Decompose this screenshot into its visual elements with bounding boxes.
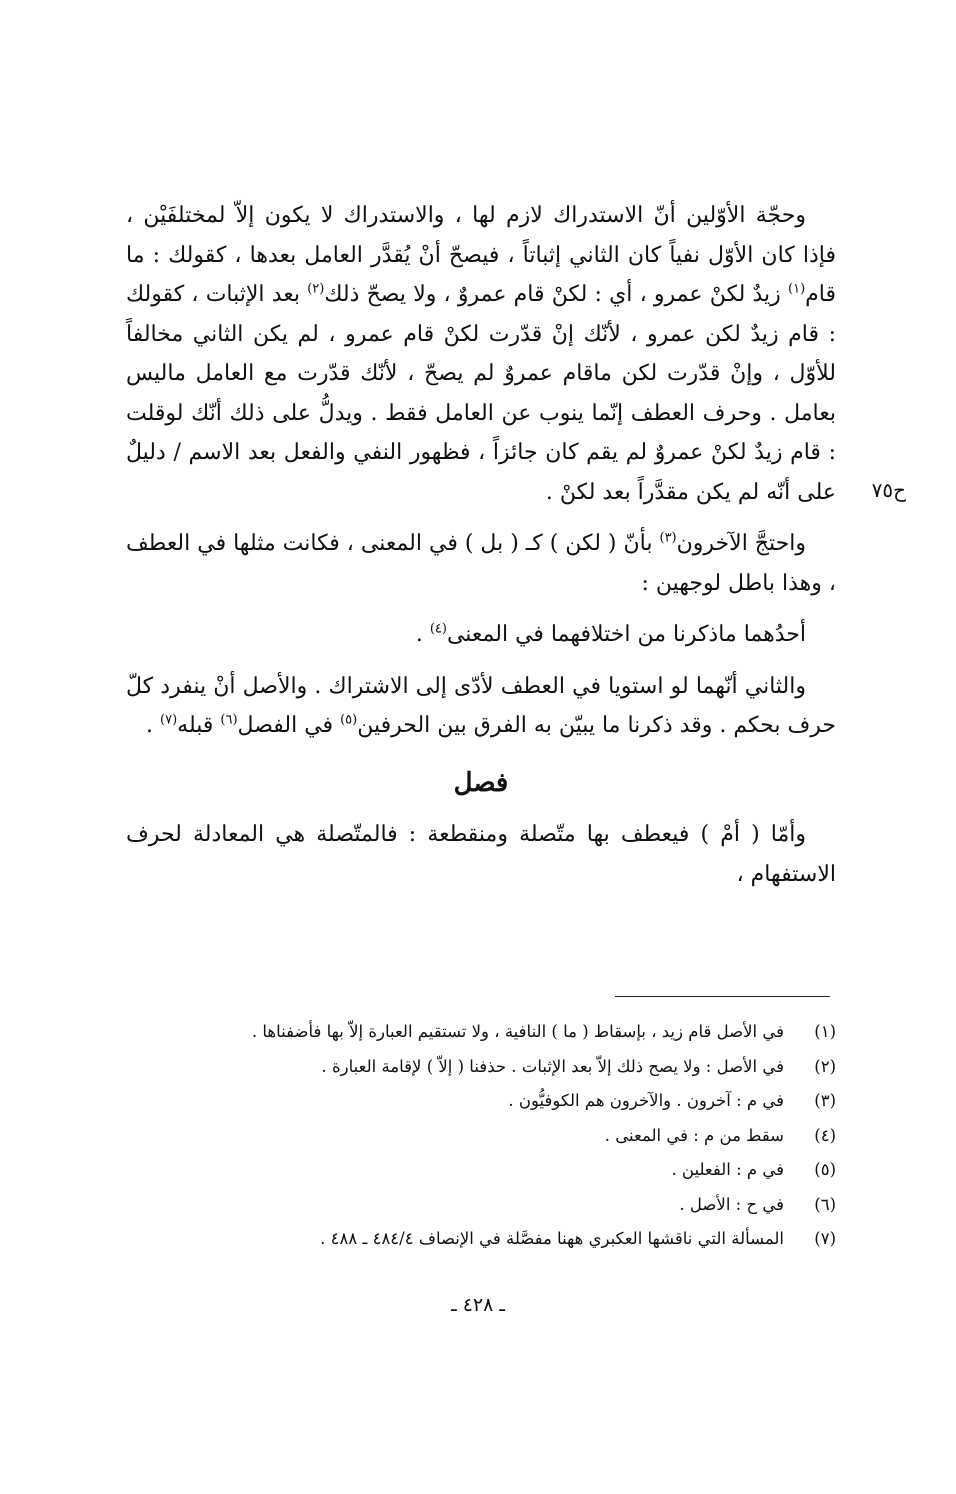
- footnote-ref[interactable]: (٦): [220, 712, 238, 728]
- section-heading: فصل: [453, 767, 509, 798]
- footnote-ref[interactable]: (٤): [429, 621, 447, 637]
- footnote-ref[interactable]: (١): [788, 281, 806, 297]
- main-text: [126, 196, 836, 894]
- footnote-item: (٢) في الأصل : ولا يصح ذلك إلاّ بعد الإثبات . حذفنا ( إلاّ ) لإقامة العبارة .: [321, 1056, 836, 1076]
- page-number: ـ ٤٢٨ ـ: [451, 1294, 505, 1316]
- footnote-separator: [615, 996, 830, 997]
- footnote-ref[interactable]: (٧): [160, 712, 178, 728]
- footnote-ref[interactable]: (٥): [340, 712, 358, 728]
- footnote-item: (٣) في م : آخرون . والآخرون هم الكوفيُّون .: [508, 1091, 836, 1110]
- footnote-item: (٧) المسألة التي ناقشها العكبري ههنا مفصَّلة في الإنصاف ٤٨٤/٤ ـ ٤٨٨ .: [320, 1229, 836, 1248]
- footnote-item: (٥) في م : الفعلين .: [671, 1160, 836, 1179]
- footnote-item: (٤) سقط من م : في المعنى .: [604, 1125, 836, 1145]
- paragraph-2: واحتجَّ الآخرون$^{(٣)}$ بأنّ ( لكن ) كـ ( بل ) في المعنى ، فكانت مثلها في العطف ، وهذا باطل لوجهين :: [126, 530, 836, 596]
- footnote-item: (١) في الأصل قام زيد ، بإسقاط ( ما ) النافية ، ولا تستقيم العبارة إلاّ بها فأضفناها .: [251, 1022, 836, 1041]
- paragraph-4: والثاني أنّهما لو استويا في العطف لأدّى إلى الاشتراك . والأصل أنْ ينفرد كلّ حرف بحكم . وقد ذكرنا ما يبيّن به الفرق بين الحرفين$^{(٥)}$ في الفصل$^{(٦)}$ قبله$^{(٧)}$ .: [126, 673, 836, 738]
- paragraph-3: أحدُهما ماذكرنا من اختلافهما في المعنى$^{(٤)}$ .: [415, 621, 806, 647]
- paragraph-5: وأمّا ( أمْ ) فيعطف بها متّصلة ومنقطعة : فالمتّصلة هي المعادلة لحرف الاستفهام ،: [126, 822, 836, 887]
- footnote-ref[interactable]: (٣): [659, 530, 677, 546]
- paragraph-1: وحجّة الأوّلين أنّ الاستدراك لازم لها ، والاستدراك لا يكون إلاّ لمختلفَيْن ، فإذا كان الأوّل نفياً كان الثاني إثباتاً ، فيصحّ أنْ يُقدَّر العامل بعدها ، كقولك : ما قام$^{(١)}$ زيدٌ لكنْ عمرو ، أي : لكنْ قام عمروٌ ، ولا يصحّ ذلك$^{(٢)}$ بعد الإثبات ، كقولك : قام زيدٌ لكن عمرو ، لأنّك إنْ قدّرت لكنْ قام عمرو ، لم يكن الثاني مخالفاً للأوّل ، وإنْ قدّرت لكن ماقام عمروٌ لم يصحّ ، لأنّك قدّرت مع العامل ماليس بعامل . وحرف العطف إنّما ينوب عن العامل فقط . ويدلُّ على ذلك أنّك لوقلت : قام زيدٌ لكنْ عمروٌ لم يقم كان جائزاً ، فظهور النفي والفعل بعد الاسم / دليلٌ على أنّه لم يكن مقدَّراً بعد لكنْ .: [126, 203, 836, 505]
- footnote-ref[interactable]: (٢): [307, 281, 325, 297]
- manuscript-page-marker: ح٧٥: [871, 478, 906, 502]
- footnotes: [106, 1015, 836, 1257]
- footnote-item: (٦) في ح : الأصل .: [679, 1194, 836, 1214]
